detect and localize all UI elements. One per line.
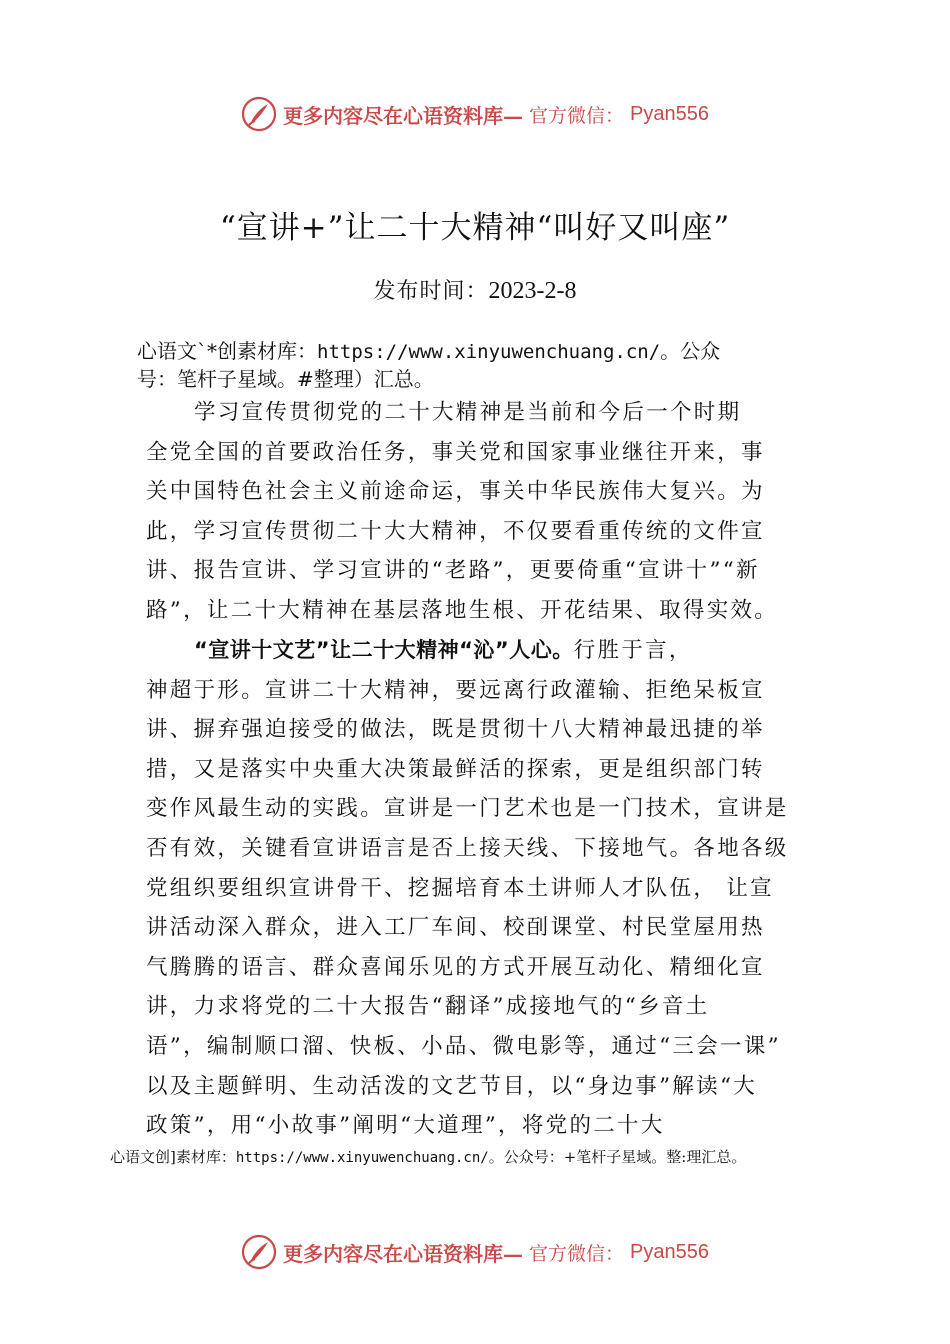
footer-note-prefix: 心语文创]素材库： bbox=[110, 1148, 236, 1166]
banner-text: 更多内容尽在心语资料库— bbox=[283, 103, 523, 128]
paragraph-line bbox=[146, 631, 836, 671]
paragraph-line: 全党全国的首要政治任务，事关党和国家事业继往开来，事 bbox=[146, 439, 765, 465]
paragraph-line: 否有效，关键看宣讲语言是否上接天线、下接地气。各地各级 bbox=[146, 835, 789, 861]
paragraph-line: 神超于形。宣讲二十大精神，要远离行政灌输、拒绝呆板宣 bbox=[146, 677, 765, 703]
source-note-prefix: 心语文`*创素材库： bbox=[137, 339, 317, 363]
paragraph-line: 学习宣传贯彻党的二十大精神是当前和今后一个时期 bbox=[194, 400, 742, 425]
banner-wechat-label: 官方微信： bbox=[529, 1242, 625, 1265]
paragraph-2 bbox=[146, 631, 836, 1146]
paragraph-line: 语”，编制顺口溜、快板、小品、微电影等，通过“三会一课” bbox=[146, 1033, 781, 1059]
paragraph-line: 此，学习宣传贯彻二十大大精神，不仅要看重传统的文件宣 bbox=[146, 518, 765, 544]
brush-logo-icon bbox=[241, 96, 277, 132]
source-note-line-2: 号：笔杆子星域。#整理）汇总。 bbox=[137, 367, 434, 391]
footer-banner bbox=[0, 1230, 950, 1274]
paragraph-line: 讲、报告宣讲、学习宣讲的“老路”，更要倚重“宣讲十”“新 bbox=[146, 558, 760, 584]
paragraph-line: 关中国特色社会主义前途命运，事关中华民族伟大复兴。为 bbox=[146, 479, 765, 505]
paragraph-2-lead: “宣讲十文艺”让二十大精神“沁”人心。 bbox=[194, 638, 574, 662]
footer-note-url: https://www.xinyuwenchuang.cn/ bbox=[235, 1150, 489, 1166]
brush-logo-icon bbox=[241, 1234, 277, 1270]
paragraph-line: 政策”，用“小故事”阐明“大道理”，将党的二十大 bbox=[146, 1113, 665, 1139]
paragraph-line: 变作风最生动的实践。宣讲是一门艺术也是一门技术，宣讲是 bbox=[146, 796, 789, 822]
source-note-url: https://www.xinyuwenchuang.cn/ bbox=[317, 341, 661, 363]
paragraph-line: 气腾腾的语言、群众喜闻乐见的方式开展互动化、精细化宣 bbox=[146, 954, 765, 980]
paragraph-line: 讲、摒弃强迫接受的做法，既是贯彻十八大精神最迅捷的举 bbox=[146, 717, 765, 743]
document-title: “宣讲+”让二十大精神“叫好又叫座” bbox=[219, 210, 731, 246]
paragraph-line: 路”，让二十大精神在基层落地生根、开花结果、取得实效。 bbox=[146, 597, 779, 623]
source-note-line-1 bbox=[137, 338, 837, 366]
publish-date-label: 发布时间： bbox=[373, 279, 489, 304]
header-banner bbox=[0, 92, 950, 136]
paragraph-line: 讲活动深入群众，进入工厂车间、校㓦课堂、村民堂屋用热 bbox=[146, 915, 765, 941]
banner-text: 更多内容尽在心语资料库— bbox=[283, 1241, 523, 1266]
paragraph-1 bbox=[146, 393, 836, 631]
banner-wechat-label: 官方微信： bbox=[529, 104, 625, 127]
source-note-suffix: 。公众 bbox=[660, 339, 721, 363]
source-note bbox=[137, 338, 837, 393]
footer-note-suffix: 。公众号：+笔杆子星域。整:理汇总。 bbox=[488, 1148, 747, 1166]
footer-note bbox=[110, 1146, 850, 1167]
banner-wechat-id: Pyan556 bbox=[630, 102, 709, 125]
banner-wechat-id: Pyan556 bbox=[630, 1240, 709, 1263]
paragraph-line: 党组织要组织宣讲骨干、挖掘培育本土讲师人才队伍， 让宣 bbox=[146, 875, 774, 901]
paragraph-line: 以及主题鲜明、生动活泼的文艺节目，以“身边事”解读“大 bbox=[146, 1073, 758, 1099]
publish-date-value: 2023-2-8 bbox=[488, 278, 577, 304]
paragraph-line: 措，又是落实中央重大决策最鲜活的探索，更是组织部门转 bbox=[146, 756, 765, 782]
paragraph-2-first-rest: 行胜于言， bbox=[573, 638, 693, 663]
publish-date bbox=[0, 274, 950, 305]
paragraph-line: 讲，力求将党的二十大报告“翻译”成接地气的“乡音土 bbox=[146, 994, 710, 1020]
